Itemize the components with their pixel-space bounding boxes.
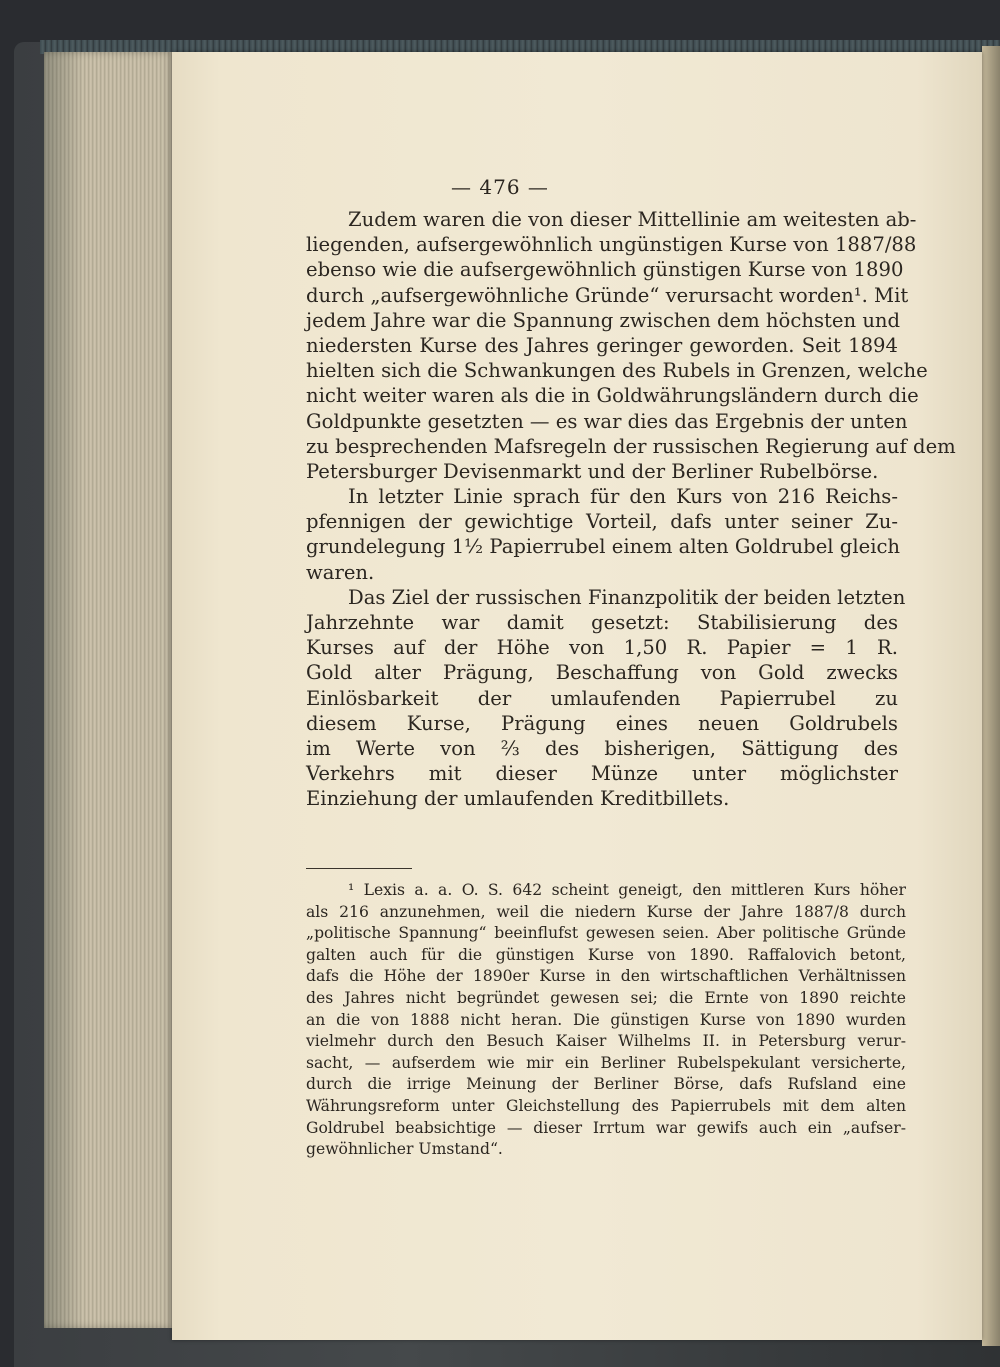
text-line: Einlösbarkeit der umlaufenden Papierrubel zu <box>306 686 898 710</box>
text-line: Petersburger Devisenmarkt und der Berliner Rubelbörse. <box>306 459 879 483</box>
text-line: grundelegung 1½ Papierrubel einem alten Goldrubel gleich <box>306 535 901 559</box>
adjacent-page-edge <box>982 46 1000 1346</box>
text-line: hielten sich die Schwankungen des Rubels in Grenzen, welche <box>306 359 928 383</box>
footnote-line: ¹ Lexis a. a. O. S. 642 scheint geneigt, den mittleren Kurs höher <box>348 881 906 899</box>
text-line: niedersten Kurse des Jahres geringer geworden. Seit 1894 <box>306 333 898 357</box>
text-line: diesem Kurse, Prägung eines neuen Goldrubels <box>306 711 898 735</box>
footnote-line: sacht, — aufserdem wie mir ein Berliner Rubelspekulant versicherte, <box>306 1053 906 1072</box>
text-line: ebenso wie die aufsergewöhnlich günstigen Kurse von 1890 <box>306 258 904 282</box>
text-line: Das Ziel der russischen Finanzpolitik der beiden letzten <box>348 585 906 609</box>
text-line: Goldpunkte gesetzten — es war dies das Ergebnis der unten <box>306 409 908 433</box>
text-line: Jahrzehnte war damit gesetzt: Stabilisierung des <box>306 611 898 634</box>
footnote-line: Goldrubel beabsichtige — dieser Irrtum war gewifs auch ein „aufser- <box>306 1118 906 1137</box>
text-line: waren. <box>306 560 375 584</box>
footnote-line: dafs die Höhe der 1890er Kurse in den wirtschaftlichen Verhältnissen <box>306 967 906 986</box>
text-line: jedem Jahre war die Spannung zwischen dem höchsten und <box>306 308 901 332</box>
footnote-line: als 216 anzunehmen, weil die niedern Kurse der Jahre 1887/8 durch <box>306 902 906 921</box>
text-line: durch „aufsergewöhnliche Gründe“ verursacht worden¹. Mit <box>306 283 909 307</box>
text-line: im Werte von ⅔ des bisherigen, Sättigung des <box>306 736 898 760</box>
text-line: Zudem waren die von dieser Mittellinie am weitesten ab- <box>348 208 917 231</box>
text-line: Gold alter Prägung, Beschaffung von Gold zwecks <box>306 661 898 685</box>
page-number: — 476 — <box>451 175 549 199</box>
text-line: In letzter Linie sprach für den Kurs von 216 Reichs- <box>348 485 898 509</box>
text-line: Einziehung der umlaufenden Kreditbillets. <box>306 787 730 811</box>
footnote-line: „politische Spannung“ beeinflufst gewesen seien. Aber politische Gründe <box>306 924 906 943</box>
page-stack-edges <box>44 52 176 1328</box>
footnote-line: Währungsreform unter Gleichstellung des Papierrubels mit dem alten <box>306 1096 906 1115</box>
footnote-separator <box>306 868 412 869</box>
text-line: pfennigen der gewichtige Vorteil, dafs unter seiner Zu- <box>306 510 898 534</box>
text-line: liegenden, aufsergewöhnlich ungünstigen Kurse von 1887/88 <box>306 233 917 257</box>
footnote-line: durch die irrige Meinung der Berliner Börse, dafs Rufsland eine <box>306 1075 906 1094</box>
text-line: Verkehrs mit dieser Münze unter möglichster <box>306 762 898 786</box>
footnote-line: des Jahres nicht begründet gewesen sei; die Ernte von 1890 reichte <box>306 988 906 1007</box>
main-text-block <box>306 207 956 812</box>
footnote-block <box>306 880 906 1161</box>
text-line: nicht weiter waren als die in Goldwährungsländern durch die <box>306 384 919 408</box>
footnote-line: vielmehr durch den Besuch Kaiser Wilhelms II. in Petersburg verur- <box>306 1032 906 1051</box>
text-line: Kurses auf der Höhe von 1,50 R. Papier = 1 R. <box>306 636 898 660</box>
footnote-line: gewöhnlicher Umstand“. <box>306 1140 503 1159</box>
text-line: zu besprechenden Mafsregeln der russischen Regierung auf dem <box>306 434 956 458</box>
footnote-line: an die von 1888 nicht heran. Die günstigen Kurse von 1890 wurden <box>306 1010 906 1029</box>
footnote-line: galten auch für die günstigen Kurse von 1890. Raffalovich betont, <box>306 945 906 964</box>
